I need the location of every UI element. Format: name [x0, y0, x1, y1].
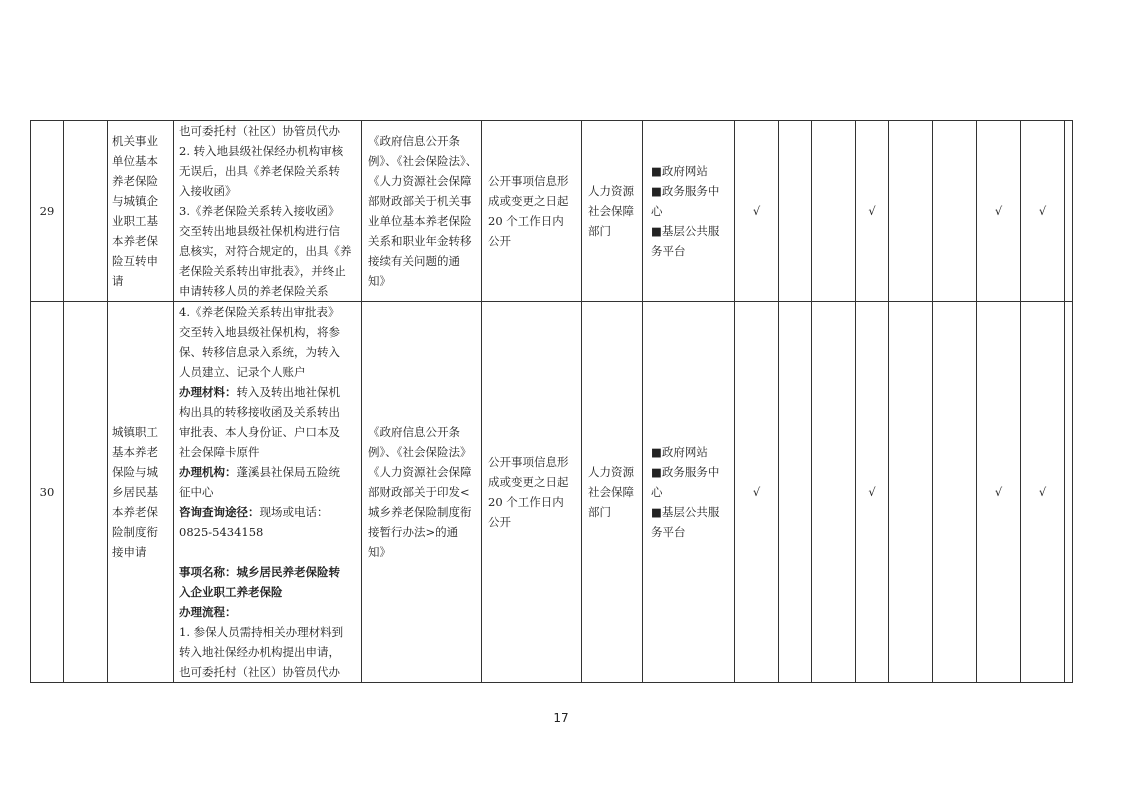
check-cell: √: [735, 302, 779, 683]
text-line: 审批表、本人身份证、户口本及: [179, 425, 340, 439]
text-line: 险制度衔: [112, 525, 158, 539]
text-line: 社会保障卡原件: [179, 445, 260, 459]
channel-cell: [643, 121, 735, 302]
field-label: 办理机构：: [179, 465, 237, 479]
table-row: [31, 121, 1073, 302]
text-line: 公开: [488, 234, 511, 248]
check-cell: √: [1021, 121, 1065, 302]
process-cell: [174, 302, 362, 683]
field-label: 办理材料：: [179, 385, 237, 399]
item-name-cell: [108, 302, 174, 683]
check-cell: √: [735, 121, 779, 302]
text-line: 入企业职工养老保险: [179, 585, 283, 599]
text-line: 本养老保: [112, 234, 158, 248]
text-line: 0825-5434158: [179, 525, 264, 539]
item-name-cell: [108, 121, 174, 302]
check-cell: √: [856, 302, 889, 683]
text-line: 入接收函》: [179, 184, 237, 198]
timeframe-cell: [482, 121, 582, 302]
text-line: 交至转出地县级社保机构进行信: [179, 224, 340, 238]
text-line: 保、转移信息录入系统，为转入: [179, 345, 340, 359]
text-line: 老保险关系转出审批表》，并终止: [179, 264, 346, 278]
text-line: 无误后，出具《养老保险关系转: [179, 164, 340, 178]
text-line: 部财政部关于印发<: [368, 485, 470, 499]
text-line: 交至转入地县级社保机构，将参: [179, 325, 340, 339]
text-line: ■政务服务中: [651, 465, 720, 479]
text-line: 基本养老: [112, 445, 158, 459]
empty-cell: [64, 302, 108, 683]
text-line: 接续有关问题的通: [368, 254, 460, 268]
labeled-line: [179, 502, 357, 522]
text-line: 3.《养老保险关系转入接收函》: [179, 204, 340, 218]
text-line: 申请转移人员的养老保险关系: [179, 284, 329, 298]
labeled-line: [179, 462, 357, 482]
timeframe-cell: [482, 302, 582, 683]
check-cell: √: [856, 121, 889, 302]
text-line: 业职工基: [112, 214, 158, 228]
text-line: 20 个工作日内: [488, 495, 564, 509]
department-cell: [582, 302, 643, 683]
text-line: 务平台: [651, 244, 686, 258]
text-line: 险互转申: [112, 254, 158, 268]
basis-cell: [362, 302, 482, 683]
text-line: ■政府网站: [651, 445, 708, 459]
text-line: 业单位基本养老保险: [368, 214, 472, 228]
check-cell: [1065, 121, 1073, 302]
text-line: ■政府网站: [651, 164, 708, 178]
text-line: 例》、《社会保险法》: [368, 445, 472, 459]
disclosure-table: [30, 120, 1073, 683]
check-cell: [779, 121, 812, 302]
text-line: 转入地社保经办机构提出申请，: [179, 645, 340, 659]
text-line: 《政府信息公开条: [368, 134, 460, 148]
text-line: 部财政部关于机关事: [368, 194, 472, 208]
channel-cell: [643, 302, 735, 683]
text-line: 与城镇企: [112, 194, 158, 208]
row-number: 29: [31, 121, 64, 302]
text-line: 成或变更之日起: [488, 194, 569, 208]
text-line: 乡居民基: [112, 485, 158, 499]
text-line: 请: [112, 274, 124, 288]
department-cell: [582, 121, 643, 302]
check-cell: [779, 302, 812, 683]
basis-cell: [362, 121, 482, 302]
text-line: 关系和职业年金转移: [368, 234, 472, 248]
text-line: 人员建立、记录个人账户: [179, 365, 306, 379]
text-line: 知》: [368, 545, 391, 559]
text-line: 也可委托村（社区）协管员代办: [179, 124, 340, 138]
text-line: ■政务服务中: [651, 184, 720, 198]
text-line: 《人力资源社会保障: [368, 465, 472, 479]
check-cell: √: [977, 121, 1021, 302]
text-line: 社会保障: [588, 485, 634, 499]
text-line: 本养老保: [112, 505, 158, 519]
text-line: 4.《养老保险关系转出审批表》: [179, 305, 340, 319]
text-line: 务平台: [651, 525, 686, 539]
text-line: 心: [651, 485, 663, 499]
text-line: 城乡养老保险制度衔: [368, 505, 472, 519]
text-line: 征中心: [179, 485, 214, 499]
check-cell: √: [977, 302, 1021, 683]
text-line: 息核实，对符合规定的，出具《养: [179, 244, 352, 258]
page-number: 17: [553, 711, 569, 725]
check-cell: [889, 302, 933, 683]
spacer: [179, 542, 357, 562]
text-line: 部门: [588, 224, 611, 238]
text-line: 2. 转入地县级社保经办机构审核: [179, 144, 344, 158]
text-line: 接申请: [112, 545, 147, 559]
text-line: 事项名称：城乡居民养老保险转: [179, 565, 340, 579]
text-line: 人力资源: [588, 465, 634, 479]
text-line: 部门: [588, 505, 611, 519]
text-line: ■基层公共服: [651, 505, 720, 519]
text-line: 城镇职工: [112, 425, 158, 439]
check-cell: [1065, 302, 1073, 683]
check-cell: [933, 302, 977, 683]
text-line: 知》: [368, 274, 391, 288]
check-cell: √: [1021, 302, 1065, 683]
text-line: ■基层公共服: [651, 224, 720, 238]
check-cell: [889, 121, 933, 302]
check-cell: [812, 121, 856, 302]
labeled-line: [179, 382, 357, 402]
field-label: 办理流程：: [179, 605, 237, 619]
text-line: 社会保障: [588, 204, 634, 218]
check-cell: [933, 121, 977, 302]
check-cell: [812, 302, 856, 683]
field-value: 蓬溪县社保局五险统: [236, 465, 340, 479]
text-line: 公开事项信息形: [488, 174, 569, 188]
row-number: 30: [31, 302, 64, 683]
field-label: 咨询查询途径：: [179, 505, 260, 519]
text-line: 接暂行办法>的通: [368, 525, 459, 539]
text-line: 《政府信息公开条: [368, 425, 460, 439]
process-cell: [174, 121, 362, 302]
text-line: 公开事项信息形: [488, 455, 569, 469]
text-line: 《人力资源社会保障: [368, 174, 472, 188]
text-line: 单位基本: [112, 154, 158, 168]
text-line: 机关事业: [112, 134, 158, 148]
text-line: 也可委托村（社区）协管员代办: [179, 665, 340, 679]
text-line: 例》、《社会保险法》、: [368, 154, 477, 168]
text-line: 心: [651, 204, 663, 218]
text-line: 构出具的转移接收函及关系转出: [179, 405, 340, 419]
text-line: 成或变更之日起: [488, 475, 569, 489]
table-row: [31, 302, 1073, 683]
text-line: 20 个工作日内: [488, 214, 564, 228]
empty-cell: [64, 121, 108, 302]
field-value: 转入及转出地社保机: [236, 385, 340, 399]
text-line: 养老保险: [112, 174, 158, 188]
text-line: 人力资源: [588, 184, 634, 198]
text-line: 保险与城: [112, 465, 158, 479]
field-value: 现场或电话：: [259, 505, 329, 519]
text-line: 公开: [488, 515, 511, 529]
text-line: 1. 参保人员需持相关办理材料到: [179, 625, 344, 639]
